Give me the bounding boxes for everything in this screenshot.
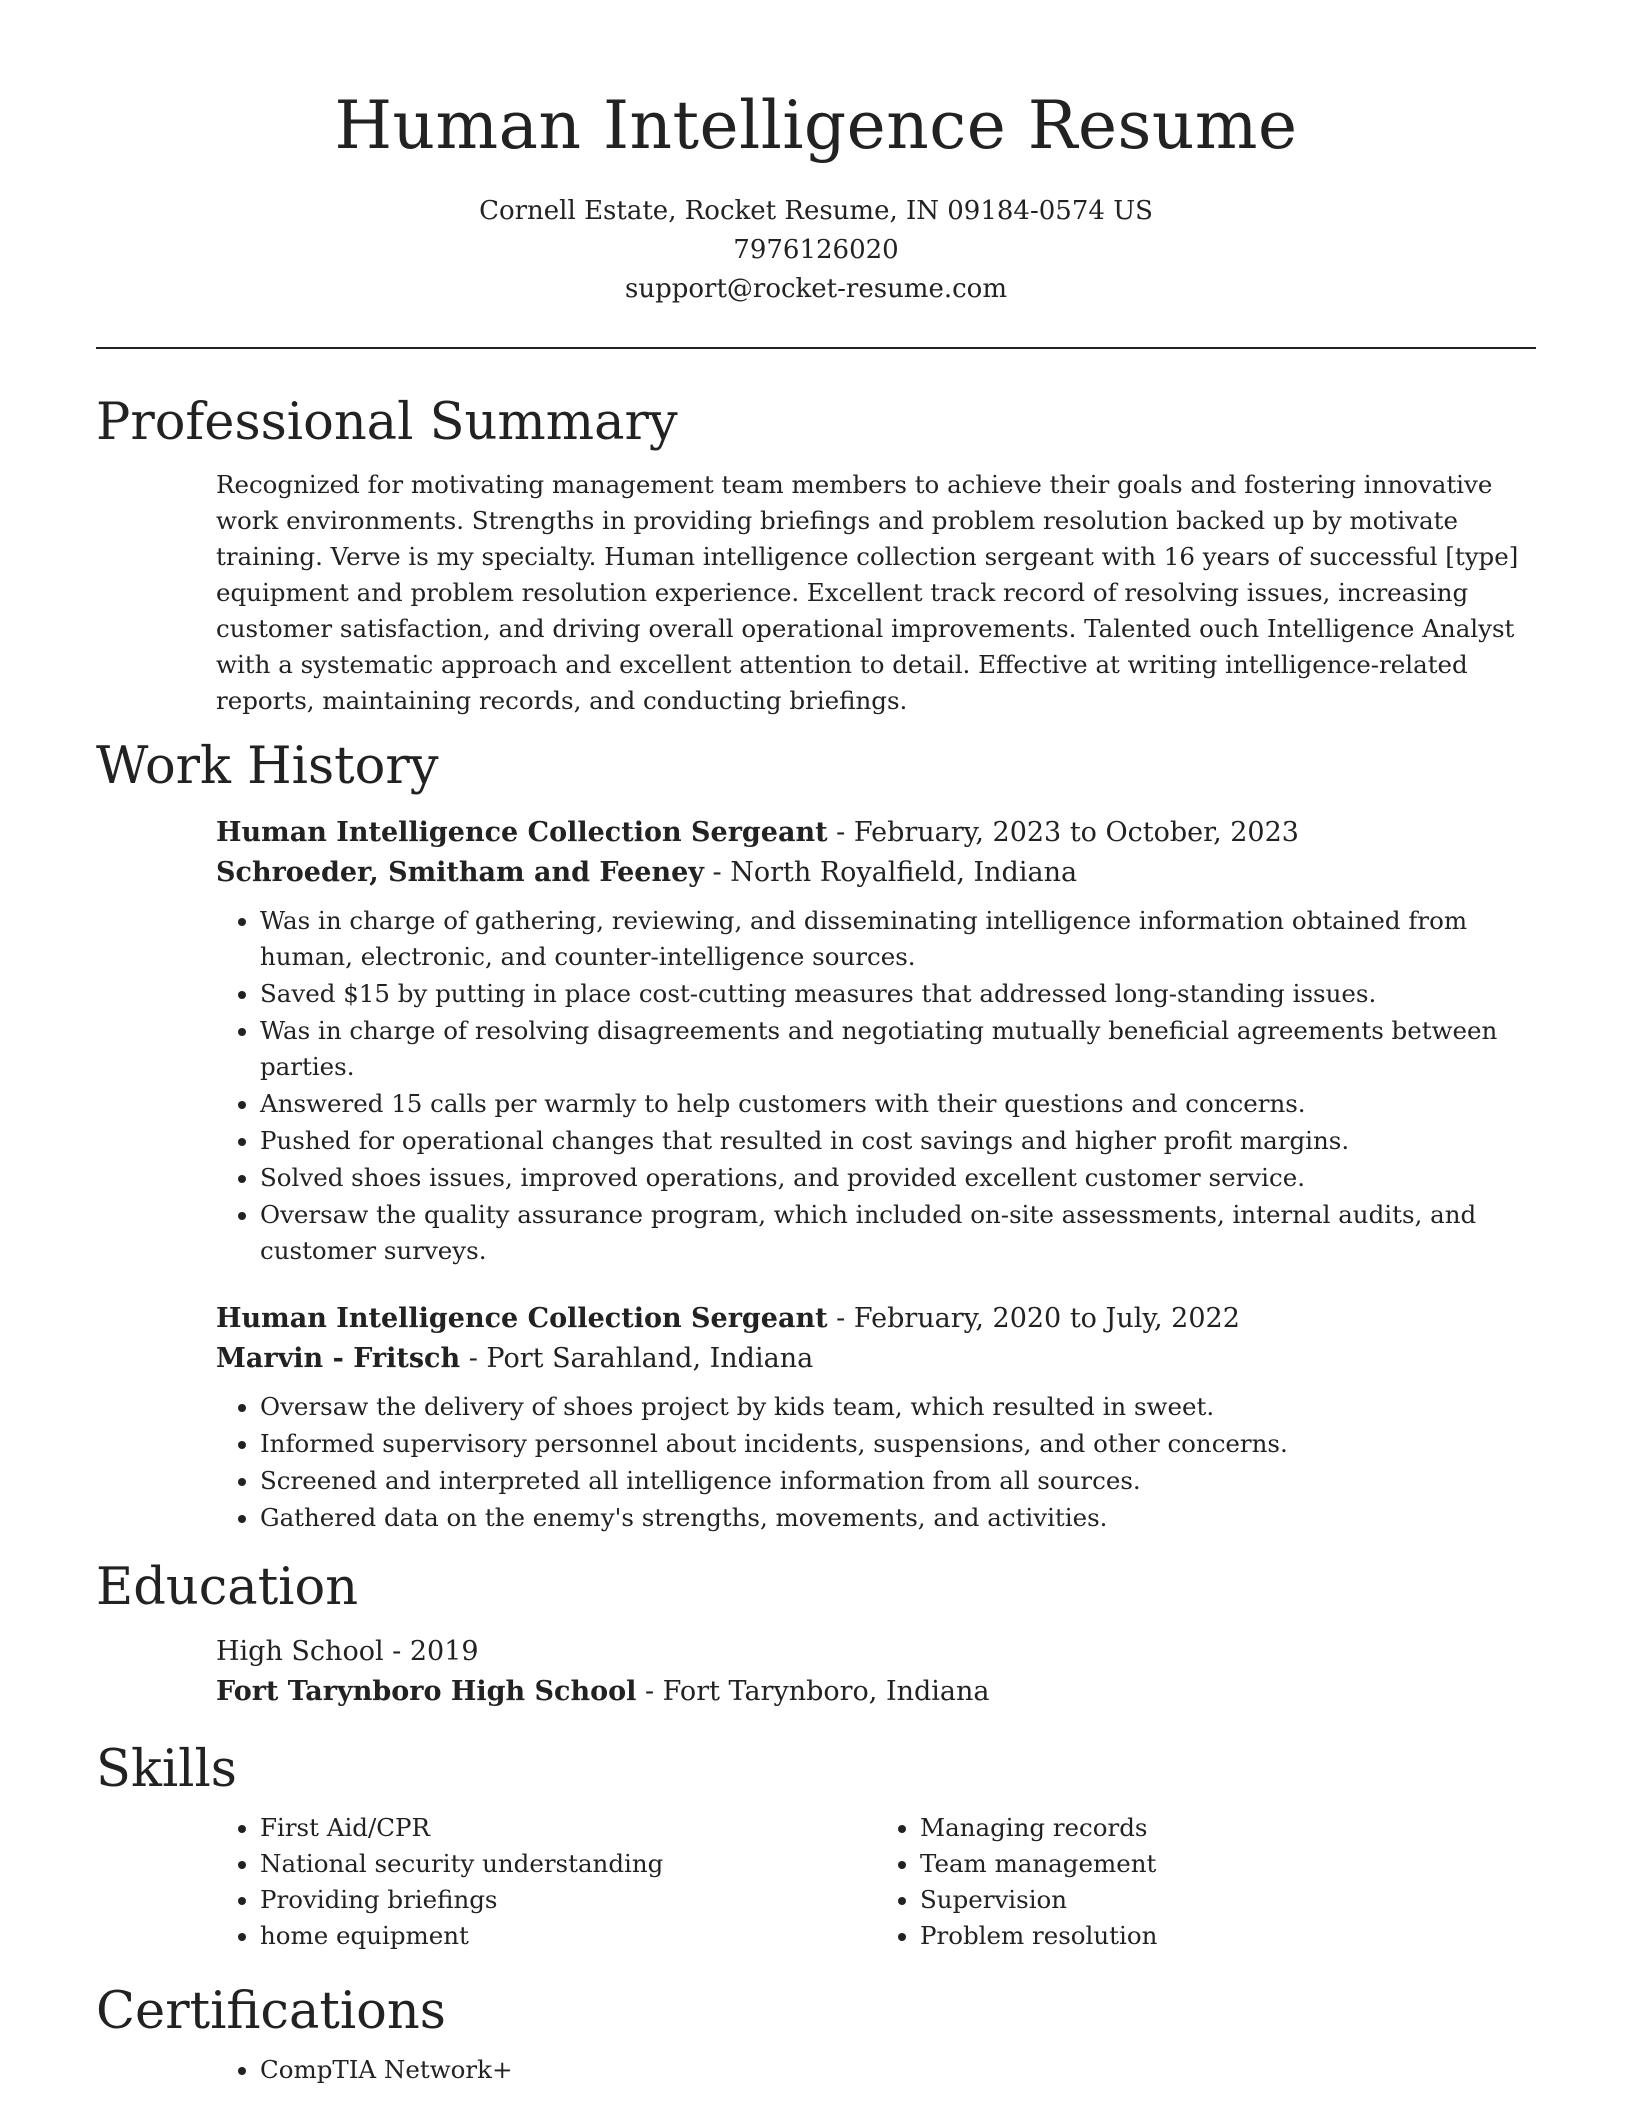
education-school-line bbox=[216, 1672, 1536, 1712]
list-item: • Managing records bbox=[920, 1810, 1536, 1846]
work-heading: Work History bbox=[96, 737, 439, 796]
list-item: • Informed supervisory personnel about incidents, suspensions, and other concerns. bbox=[260, 1426, 1536, 1462]
skills-grid bbox=[216, 1802, 1536, 1954]
job-role: Human Intelligence Collection Sergeant bbox=[216, 1303, 828, 1334]
company-name: Marvin - Fritsch bbox=[216, 1343, 461, 1374]
summary-text: Recognized for motivating management team members to achieve their goals and fostering innovative work environments. Strengths in providing briefings and problem resolution backed up by motivate training. Verve is my specialty. Human intelligence collection sergeant with 16 years of successful [type] equipment and problem resolution experience. Excellent track record of resolving issues, increasing customer satisfaction, and driving overall operational improvements. Talented ouch Intelligence Analyst with a systematic approach and excellent attention to detail. Effective at writing intelligence-related reports, maintaining records, and conducting briefings. bbox=[216, 470, 1519, 715]
education-year: - 2019 bbox=[383, 1636, 479, 1667]
job-bullets bbox=[216, 903, 1536, 1269]
list-item: • Screened and interpreted all intelligence information from all sources. bbox=[260, 1463, 1536, 1499]
header-divider bbox=[96, 347, 1536, 349]
education-degree: High School bbox=[216, 1636, 384, 1667]
education-heading: Education bbox=[96, 1558, 359, 1617]
certifications-heading: Certifications bbox=[96, 1982, 446, 2041]
list-item: • Supervision bbox=[920, 1882, 1536, 1918]
resume-title: Human Intelligence Resume bbox=[334, 87, 1298, 164]
list-item: • Saved $15 by putting in place cost-cutting measures that addressed long-standing issues. bbox=[260, 976, 1536, 1012]
skills-section bbox=[96, 1738, 1536, 1954]
company-location: - Port Sarahland, Indiana bbox=[460, 1343, 814, 1374]
education-degree-line bbox=[216, 1632, 1536, 1672]
contact-block bbox=[96, 192, 1536, 309]
list-item: • Pushed for operational changes that resulted in cost savings and higher profit margins. bbox=[260, 1123, 1536, 1159]
summary-section bbox=[96, 391, 1536, 719]
list-item: • home equipment bbox=[260, 1918, 876, 1954]
list-item: • Answered 15 calls per warmly to help customers with their questions and concerns. bbox=[260, 1086, 1536, 1122]
job-title-line bbox=[216, 1299, 1536, 1339]
email: support@rocket-resume.com bbox=[624, 274, 1007, 304]
work-section bbox=[96, 735, 1536, 1536]
list-item: • Team management bbox=[920, 1846, 1536, 1882]
list-item: • Gathered data on the enemy's strengths, movements, and activities. bbox=[260, 1500, 1536, 1536]
education-location: - Fort Tarynboro, Indiana bbox=[636, 1676, 990, 1707]
list-item: • Oversaw the delivery of shoes project by kids team, which resulted in sweet. bbox=[260, 1389, 1536, 1425]
certifications-section bbox=[96, 1980, 1536, 2088]
skills-heading: Skills bbox=[96, 1740, 237, 1799]
company-name: Schroeder, Smitham and Feeney bbox=[216, 857, 704, 888]
company-location: - North Royalfield, Indiana bbox=[703, 857, 1078, 888]
job-dates: - February, 2020 to July, 2022 bbox=[827, 1303, 1240, 1334]
certifications-list bbox=[216, 2052, 1536, 2088]
address: Cornell Estate, Rocket Resume, IN 09184-0574 US bbox=[479, 196, 1153, 226]
education-school: Fort Tarynboro High School bbox=[216, 1676, 637, 1707]
list-item: • National security understanding bbox=[260, 1846, 876, 1882]
education-section bbox=[96, 1556, 1536, 1712]
list-item: • Providing briefings bbox=[260, 1882, 876, 1918]
job-bullets bbox=[216, 1389, 1536, 1536]
job-title-line bbox=[216, 813, 1536, 853]
job-entry bbox=[96, 813, 1536, 1269]
summary-heading: Professional Summary bbox=[96, 393, 678, 452]
skills-right-list bbox=[876, 1810, 1536, 1954]
company-line bbox=[216, 853, 1536, 893]
job-dates: - February, 2023 to October, 2023 bbox=[827, 817, 1299, 848]
list-item: • First Aid/CPR bbox=[260, 1810, 876, 1846]
list-item: • Was in charge of resolving disagreements and negotiating mutually beneficial agreements between parties. bbox=[260, 1013, 1536, 1085]
job-role: Human Intelligence Collection Sergeant bbox=[216, 817, 828, 848]
resume-header bbox=[96, 0, 1536, 309]
company-line bbox=[216, 1339, 1536, 1379]
job-entry bbox=[96, 1299, 1536, 1536]
list-item: • Was in charge of gathering, reviewing, and disseminating intelligence information obtained from human, electronic, and counter-intelligence sources. bbox=[260, 903, 1536, 975]
skills-left-list bbox=[216, 1810, 876, 1954]
list-item: • CompTIA Network+ bbox=[260, 2052, 1536, 2088]
phone: 7976126020 bbox=[733, 235, 899, 265]
list-item: • Solved shoes issues, improved operations, and provided excellent customer service. bbox=[260, 1160, 1536, 1196]
list-item: • Oversaw the quality assurance program, which included on-site assessments, internal audits, and customer surveys. bbox=[260, 1197, 1536, 1269]
list-item: • Problem resolution bbox=[920, 1918, 1536, 1954]
